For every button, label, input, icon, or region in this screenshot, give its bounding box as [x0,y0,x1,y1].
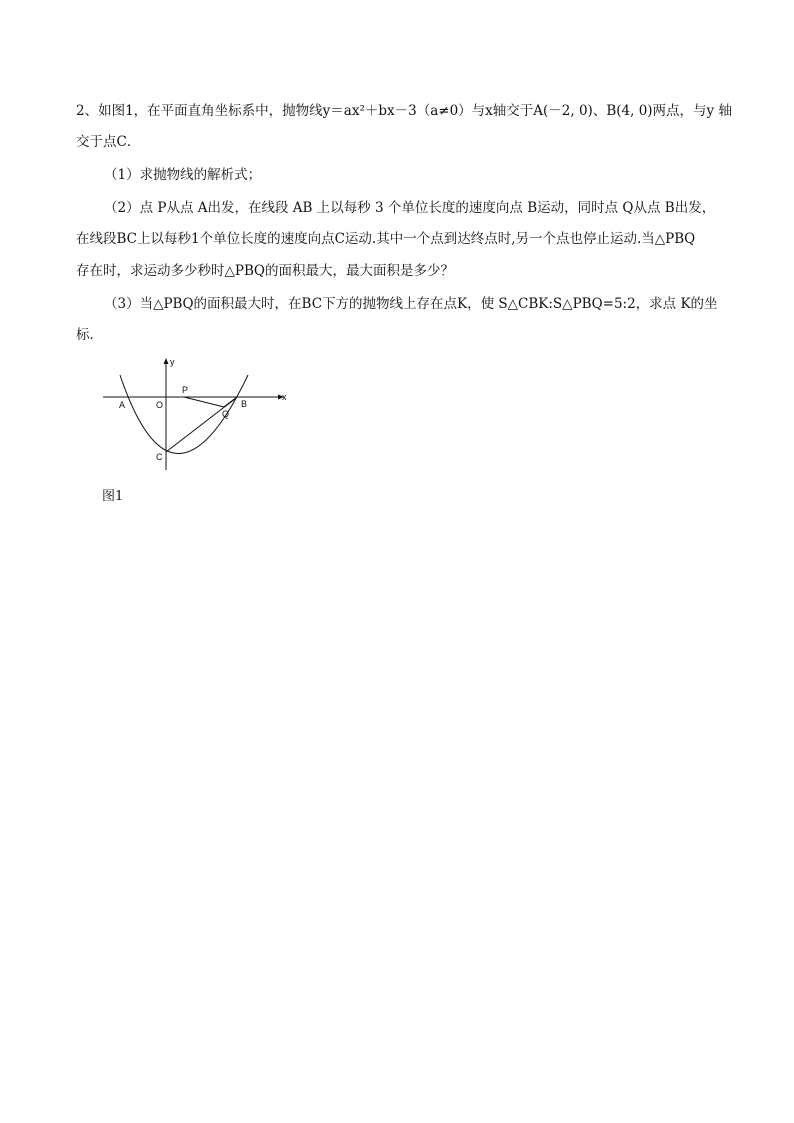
label-point-b: B [241,399,248,409]
part-3-line-2: 标． [76,327,103,343]
segment-pq [184,397,224,407]
label-origin-o: O [156,400,164,410]
parabola-figure [100,352,292,474]
label-point-q: Q [222,409,230,419]
problem-intro-line-2: 交于点C． [76,134,141,150]
problem-intro-text: 2、如图1，在平面直角坐标系中，抛物线y＝ax²＋bx－3（a≠0）与x轴交于A(－2, 0)、B(4, 0)两点，与y 轴 [76,103,732,119]
part-2-line-1: （2）点 P从点 A出发，在线段 AB 上以每秒 3 个单位长度的速度向点 B运动，同时点 Q从点 B出发， [104,200,716,216]
figure-caption: 图1 [102,489,124,504]
label-point-p: P [182,385,189,395]
part-1: （1）求抛物线的解析式； [104,167,262,183]
y-axis-arrow-icon [164,358,169,364]
label-point-a: A [119,400,126,410]
label-y-axis: y [170,357,175,367]
label-point-c: C [156,452,163,462]
part-3-line-1: （3）当△PBQ的面积最大时，在BC下方的抛物线上存在点K，使 S△CBK:S△PBQ=5:2，求点 K的坐 [104,296,718,312]
problem-intro-line-1 [76,102,732,120]
label-x-axis: x [282,392,287,402]
part-2-line-3: 存在时，求运动多少秒时△PBQ的面积最大，最大面积是多少？ [76,263,454,279]
part-2-line-2: 在线段BC上以每秒1个单位长度的速度向点C运动.其中一个点到达终点时,另一个点也停止运动.当△PBQ [76,231,696,247]
